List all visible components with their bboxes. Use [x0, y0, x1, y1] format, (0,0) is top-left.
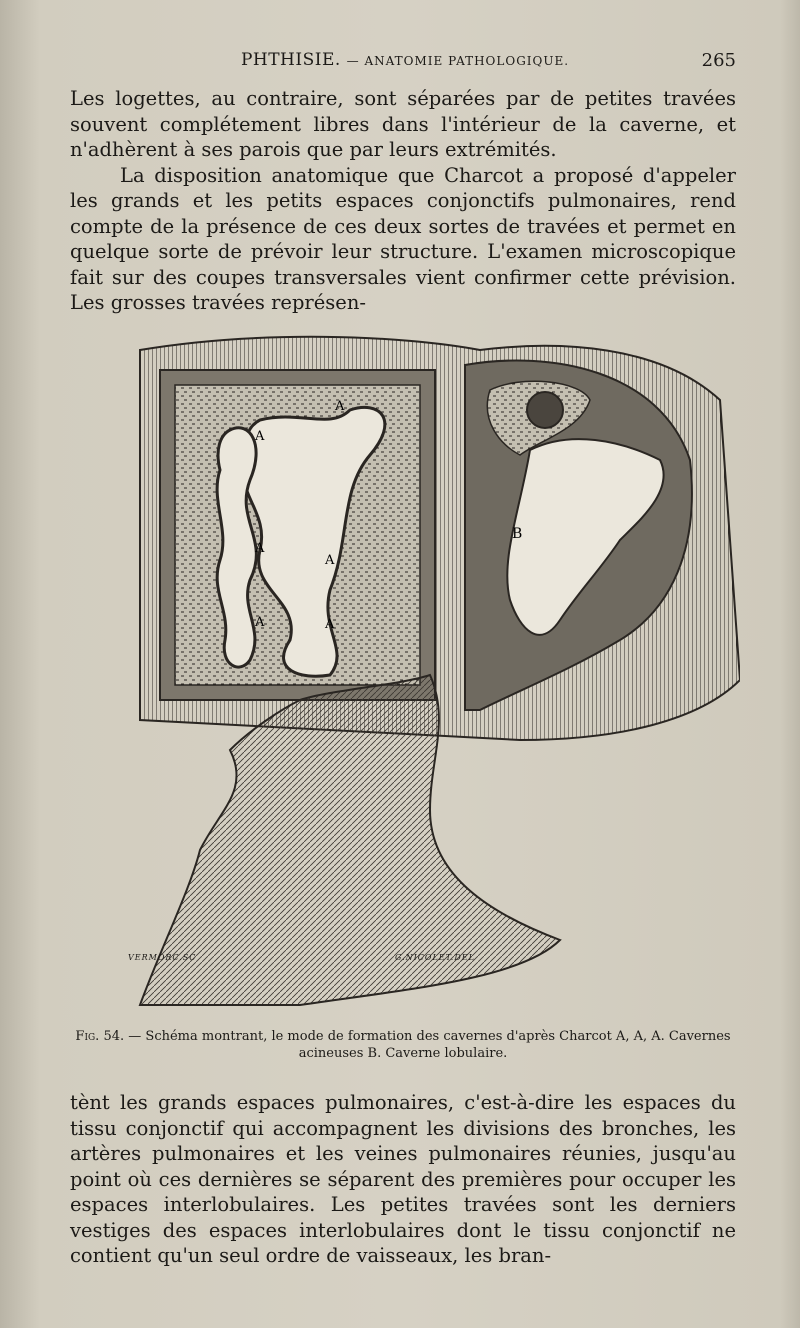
paragraph-1: Les logettes, au contraire, sont séparées par de petites travées souvent complétement libres dans l'intérieur de la caverne, et n'adhèrent à ses parois que par leurs extrémités. — [70, 87, 736, 161]
figure-caption — [70, 1028, 736, 1062]
bottom-text — [70, 1090, 736, 1269]
label-a-4: A — [325, 553, 335, 568]
running-title — [70, 50, 740, 70]
engraver-credit: VERMORC.SC — [128, 953, 197, 962]
label-a-3: A — [255, 541, 265, 556]
running-title-sub: — ANATOMIE PATHOLOGIQUE. — [346, 54, 570, 68]
label-a-1: A — [255, 429, 265, 444]
label-a-2: A — [335, 399, 345, 414]
top-text — [70, 86, 736, 316]
paragraph-2: La disposition anatomique que Charcot a proposé d'appeler les grands et les petits espaces conjonctifs pulmonaires, rend compte de la présence de ces deux sortes de travées et permet en quelque sorte de prévoir leur structure. L'examen microscopique fait sur des coupes transversales vient confirmer cette prévision. Les grosses travées représen- — [70, 163, 736, 314]
label-a-6: A — [325, 617, 335, 632]
caption-text: — Schéma montrant, le mode de formation des cavernes d'après Charcot A, A, A. Cavernes acineuses B. Caverne lobulaire. — [128, 1029, 731, 1061]
label-b: B — [512, 526, 523, 542]
label-a-5: A — [255, 615, 265, 630]
running-title-main: PHTHISIE. — [240, 50, 341, 70]
paragraph-3: tènt les grands espaces pulmonaires, c'est-à-dire les espaces du tissu conjonctif qui accompagnent les divisions des bronches, les artères pulmonaires et les veines pulmonaires réunies, jusqu'au point où ces dernières se séparent des premières pour occuper les espaces interlobulaires. Les petites travées sont les derniers vestiges des espaces interlobulaires dont le tissu conjonctif ne contient qu'un seul ordre de vaisseaux, les bran- — [70, 1091, 736, 1267]
cavern-engraving — [100, 290, 740, 1010]
figure-number: Fig. 54. — [75, 1029, 125, 1044]
figure-54 — [100, 290, 740, 1010]
artist-credit: G.NICOLET.DEL — [395, 953, 475, 962]
page-number: 265 — [701, 50, 736, 71]
page-header — [70, 48, 740, 74]
